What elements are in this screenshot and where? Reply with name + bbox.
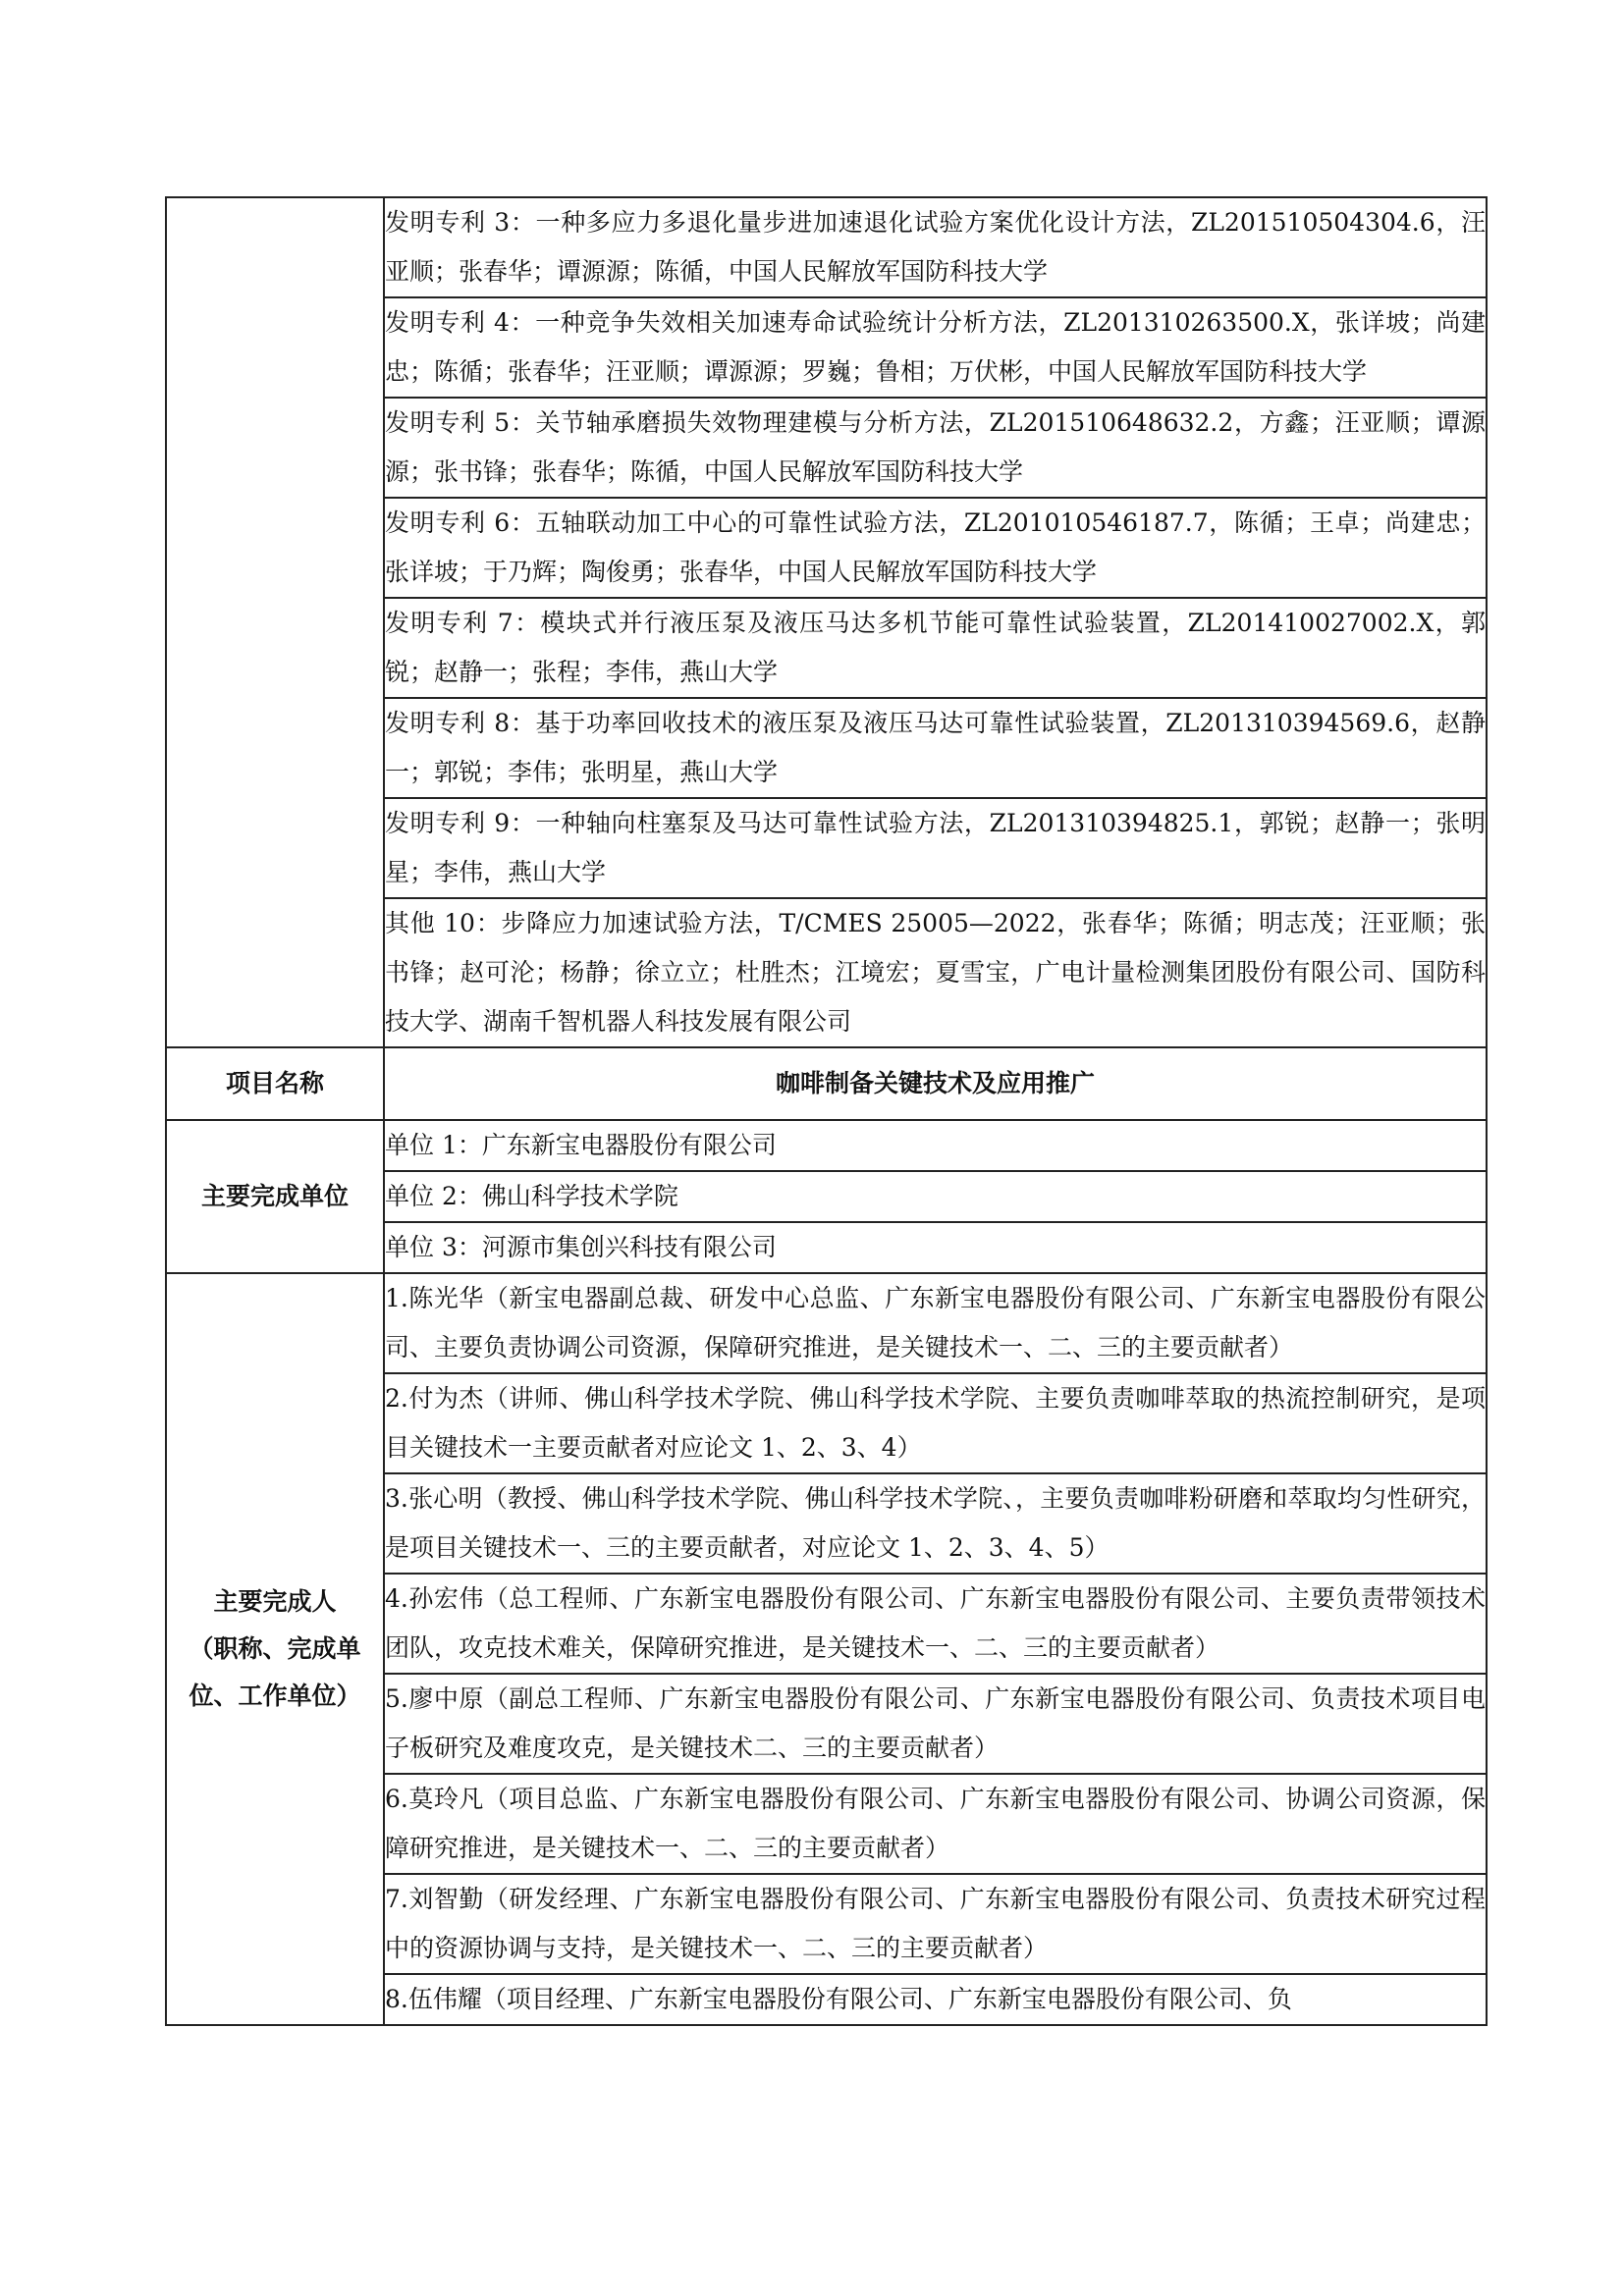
person-item: 4.孙宏伟（总工程师、广东新宝电器股份有限公司、广东新宝电器股份有限公司、主要负责带领技术团队，攻克技术难关，保障研究推进，是关键技术一、二、三的主要贡献者） [384,1574,1487,1674]
patent-item: 发明专利 4：一种竞争失效相关加速寿命试验统计分析方法，ZL201310263500.X，张详坡；尚建忠；陈循；张春华；汪亚顺；谭源源；罗巍；鲁相；万伏彬，中国人民解放军国防科技大学 [384,297,1487,398]
table-row [166,1120,1487,1171]
person-item: 2.付为杰（讲师、佛山科学技术学院、佛山科学技术学院、主要负责咖啡萃取的热流控制研究，是项目关键技术一主要贡献者对应论文 1、2、3、4） [384,1373,1487,1473]
empty-label-cell [166,197,384,1047]
table-row [166,1273,1487,1373]
patent-item: 发明专利 7：模块式并行液压泵及液压马达多机节能可靠性试验装置，ZL201410027002.X，郭锐；赵静一；张程；李伟，燕山大学 [384,598,1487,698]
patent-item: 其他 10：步降应力加速试验方法，T/CMES 25005—2022，张春华；陈循；明志茂；汪亚顺；张书锋；赵可沦；杨静；徐立立；杜胜杰；江境宏；夏雪宝，广电计量检测集团股份有限公司、国防科技大学、湖南千智机器人科技发展有限公司 [384,898,1487,1047]
patent-item: 发明专利 3：一种多应力多退化量步进加速退化试验方案优化设计方法，ZL201510504304.6，汪亚顺；张春华；谭源源；陈循，中国人民解放军国防科技大学 [384,197,1487,297]
unit-item: 单位 1：广东新宝电器股份有限公司 [384,1120,1487,1171]
project-name-label: 项目名称 [166,1047,384,1120]
person-item: 7.刘智勤（研发经理、广东新宝电器股份有限公司、广东新宝电器股份有限公司、负责技术研究过程中的资源协调与支持，是关键技术一、二、三的主要贡献者） [384,1874,1487,1974]
persons-label-line2: （职称、完成单 [189,1634,361,1663]
persons-label-line1: 主要完成人 [213,1587,337,1616]
person-item: 5.廖中原（副总工程师、广东新宝电器股份有限公司、广东新宝电器股份有限公司、负责技术项目电子板研究及难度攻克，是关键技术二、三的主要贡献者） [384,1674,1487,1774]
unit-item: 单位 3：河源市集创兴科技有限公司 [384,1222,1487,1273]
patent-item: 发明专利 8：基于功率回收技术的液压泵及液压马达可靠性试验装置，ZL201310394569.6，赵静一；郭锐；李伟；张明星，燕山大学 [384,698,1487,798]
info-table [165,196,1488,2026]
persons-label-line3: 位、工作单位） [189,1682,361,1710]
patent-item: 发明专利 9：一种轴向柱塞泵及马达可靠性试验方法，ZL201310394825.1，郭锐；赵静一；张明星；李伟，燕山大学 [384,798,1487,898]
patent-item: 发明专利 5：关节轴承磨损失效物理建模与分析方法，ZL201510648632.2，方鑫；汪亚顺；谭源源；张书锋；张春华；陈循，中国人民解放军国防科技大学 [384,398,1487,498]
unit-item: 单位 2：佛山科学技术学院 [384,1171,1487,1222]
table-row [166,197,1487,297]
patent-item: 发明专利 6：五轴联动加工中心的可靠性试验方法，ZL201010546187.7，陈循；王卓；尚建忠；张详坡；于乃辉；陶俊勇；张春华，中国人民解放军国防科技大学 [384,498,1487,598]
units-label: 主要完成单位 [166,1120,384,1273]
persons-label [166,1273,384,2025]
project-name-value: 咖啡制备关键技术及应用推广 [384,1047,1487,1120]
table-row [166,1047,1487,1120]
person-item: 8.伍伟耀（项目经理、广东新宝电器股份有限公司、广东新宝电器股份有限公司、负 [384,1974,1487,2025]
person-item: 3.张心明（教授、佛山科学技术学院、佛山科学技术学院、，主要负责咖啡粉研磨和萃取均匀性研究，是项目关键技术一、三的主要贡献者，对应论文 1、2、3、4、5） [384,1473,1487,1574]
person-item: 1.陈光华（新宝电器副总裁、研发中心总监、广东新宝电器股份有限公司、广东新宝电器股份有限公司、主要负责协调公司资源，保障研究推进，是关键技术一、二、三的主要贡献者） [384,1273,1487,1373]
person-item: 6.莫玲凡（项目总监、广东新宝电器股份有限公司、广东新宝电器股份有限公司、协调公司资源，保障研究推进，是关键技术一、二、三的主要贡献者） [384,1774,1487,1874]
